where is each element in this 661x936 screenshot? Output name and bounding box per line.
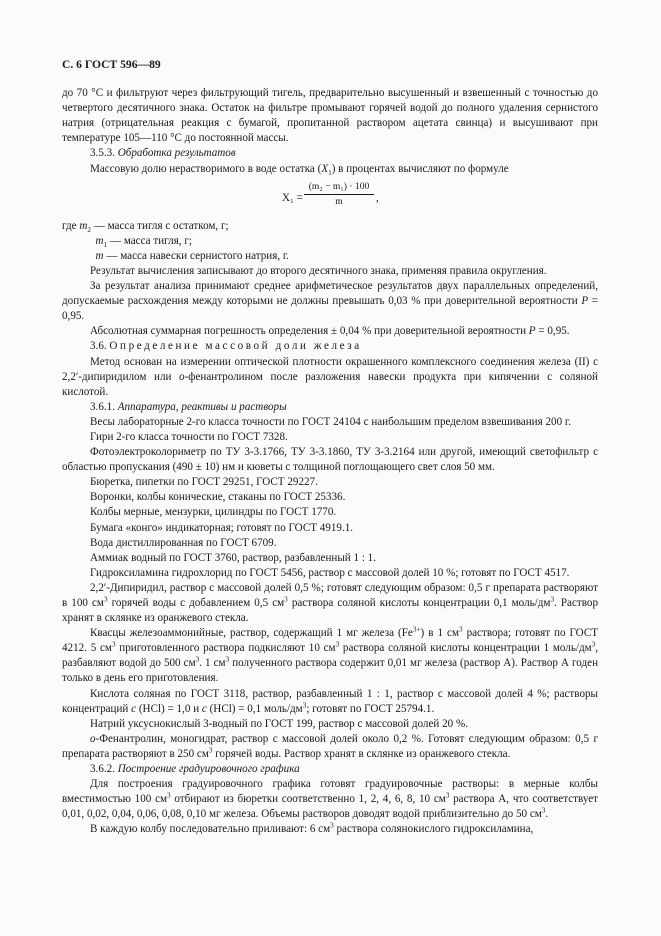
paragraph: Гири 2-го класса точности по ГОСТ 7328. bbox=[90, 430, 288, 443]
document-page bbox=[62, 57, 598, 838]
paragraph: Абсолютная суммарная погрешность определения ± 0,04 % при доверительной вероятности Р = 0,95. bbox=[90, 325, 570, 338]
paragraph: Фотоэлектроколориметр по ТУ 3-3.1766, ТУ 3-3.1860, ТУ 3-3.2164 или другой, имеющий светофильтр с областью пропускания (490 ± 10) нм и кюветы с толщиной поглощающего свет слоя 50 мм. bbox=[62, 446, 598, 474]
paragraph: о-Фенантролин, моногидрат, раствор с массовой долей около 0,2 %. Готовят следующим образом: 0,5 г препарата растворяют в 250 $см^3$ горячей воды. Раствор хранят в склянке из оранжевого стекла. bbox=[62, 732, 598, 760]
formula-denominator: m bbox=[335, 195, 343, 207]
paragraph: Весы лабораторные 2-го класса точности по ГОСТ 24104 с наибольшим пределом взвешивания 200 г. bbox=[90, 415, 571, 428]
paragraph: 3.6.2. Построение градуировочного графика bbox=[90, 763, 300, 776]
paragraph: 3.5.3. Обработка результатов bbox=[90, 147, 236, 160]
paragraph: Квасцы железоаммонийные, раствор, содержащий 1 мг железа $(Fe^{3+})$ в 1 $см^3$ раствора; готовят по ГОСТ 4212. 5 $см^3$ приготовленного раствора подкисляют 10 $см^3$ раствора соляной кислоты концентрации 1 моль/$дм^3$, разбавляют водой до 500 $см^3$. 1 $см^3$ полученного раствора содержит 0,01 мг железа (раствор А). Раствор А годен только в день его приготовления. bbox=[62, 625, 599, 685]
paragraph: где $m_2$ — масса тигля с остатком, г; bbox=[62, 219, 229, 234]
paragraph: 2,2′-Дипиридил, раствор с массовой долей 0,5 %; готовят следующим образом: 0,5 г препарата растворяют в 100 $см^3$ горячей воды с добавлением 0,5 $см^3$ раствора соляной кислоты концентрации 0,1 моль/$дм^3$. Раствор хранят в склянке из оранжевого стекла. bbox=[62, 581, 599, 625]
paragraph: В каждую колбу последовательно приливают: 6 $см^3$ раствора солянокислого гидроксиламина, bbox=[90, 821, 534, 836]
formula-fraction bbox=[304, 180, 374, 208]
formula-numerator: (m₂ − m₁) · 100 bbox=[304, 180, 374, 195]
paragraph: Для построения градуировочного графика готовят градуировочные растворы: в мерные колбы вместимостью 100 $см^3$ отбирают из бюретки соответственно 1, 2, 4, 6, 8, 10 $см^3$ раствора А, что соответствует 0,01, 0,02, 0,04, 0,06, 0,08, 0,10 мг железа. Объемы растворов доводят водой приблизительно до 50 $см^3$. bbox=[62, 778, 598, 821]
paragraph: m — масса навески сернистого натрия, г. bbox=[95, 249, 289, 262]
formula-lhs: X₁ = bbox=[282, 191, 303, 204]
paragraph: Результат вычисления записывают до второго десятичного знака, применяя правила округления. bbox=[90, 264, 547, 277]
paragraph: 3.6.1. Аппаратура, реактивы и растворы bbox=[90, 400, 287, 413]
paragraph: Гидроксиламина гидрохлорид по ГОСТ 5456, раствор с массовой долей 10 %; готовят по ГОСТ 4517. bbox=[90, 566, 570, 579]
paragraph: Колбы мерные, мензурки, цилиндры по ГОСТ 1770. bbox=[90, 506, 337, 519]
paragraph: Аммиак водный по ГОСТ 3760, раствор, разбавленный 1 : 1. bbox=[90, 551, 376, 564]
paragraph: Бумага «конго» индикаторная; готовят по ГОСТ 4919.1. bbox=[90, 521, 354, 534]
paragraph: 3.6. Определение массовой доли железа bbox=[90, 340, 362, 353]
paragraph: Натрий уксуснокислый 3-водный по ГОСТ 199, раствор с массовой долей 20 %. bbox=[90, 717, 468, 730]
paragraph: Воронки, колбы конические, стаканы по ГОСТ 25336. bbox=[90, 491, 346, 504]
paragraph: За результат анализа принимают среднее арифметическое результатов двух параллельных определений, допускаемые расхождения между которыми не должны превышать 0,03 % при доверительной вероятности Р = 0,95. bbox=[62, 280, 599, 323]
text-block-main bbox=[62, 219, 598, 838]
paragraph: Кислота соляная по ГОСТ 3118, раствор, разбавленный 1 : 1, раствор с массовой долей 4 %; растворы концентраций с (HCl) = 1,0 и с (HCl) = 0,1 моль/$дм^3$; готовят по ГОСТ 25794.1. bbox=[62, 687, 598, 715]
formula-trail: , bbox=[376, 191, 379, 204]
formula bbox=[62, 177, 598, 219]
page-header: С. 6 ГОСТ 596—89 bbox=[62, 58, 161, 71]
text-block-top bbox=[62, 86, 598, 177]
paragraph: Бюретка, пипетки по ГОСТ 29251, ГОСТ 29227. bbox=[90, 476, 318, 489]
paragraph: до 70 °С и фильтруют через фильтрующий тигель, предварительно высушенный и взвешенный с точностью до четвертого десятичного знака. Остаток на фильтре промывают горячей водой до полного удаления сернистого натрия (отрицательная реакция с бумагой, пропитанной раствором ацетата свинца) и высушивают при температуре 105—110 °С до постоянной массы. bbox=[62, 87, 598, 145]
paragraph: Вода дистиллированная по ГОСТ 6709. bbox=[90, 536, 277, 549]
paragraph: Массовую долю нерастворимого в воде остатка $(X_1)$ в процентах вычисляют по формуле bbox=[90, 162, 509, 177]
paragraph: Метод основан на измерении оптической плотности окрашенного комплексного соединения железа (II) с 2,2′-дипиридилом или о-фенантролином после разложения навески продукта при кипячении с соляной кислотой. bbox=[62, 355, 598, 398]
paragraph: $m_1$ — масса тигля, г; bbox=[95, 234, 192, 249]
